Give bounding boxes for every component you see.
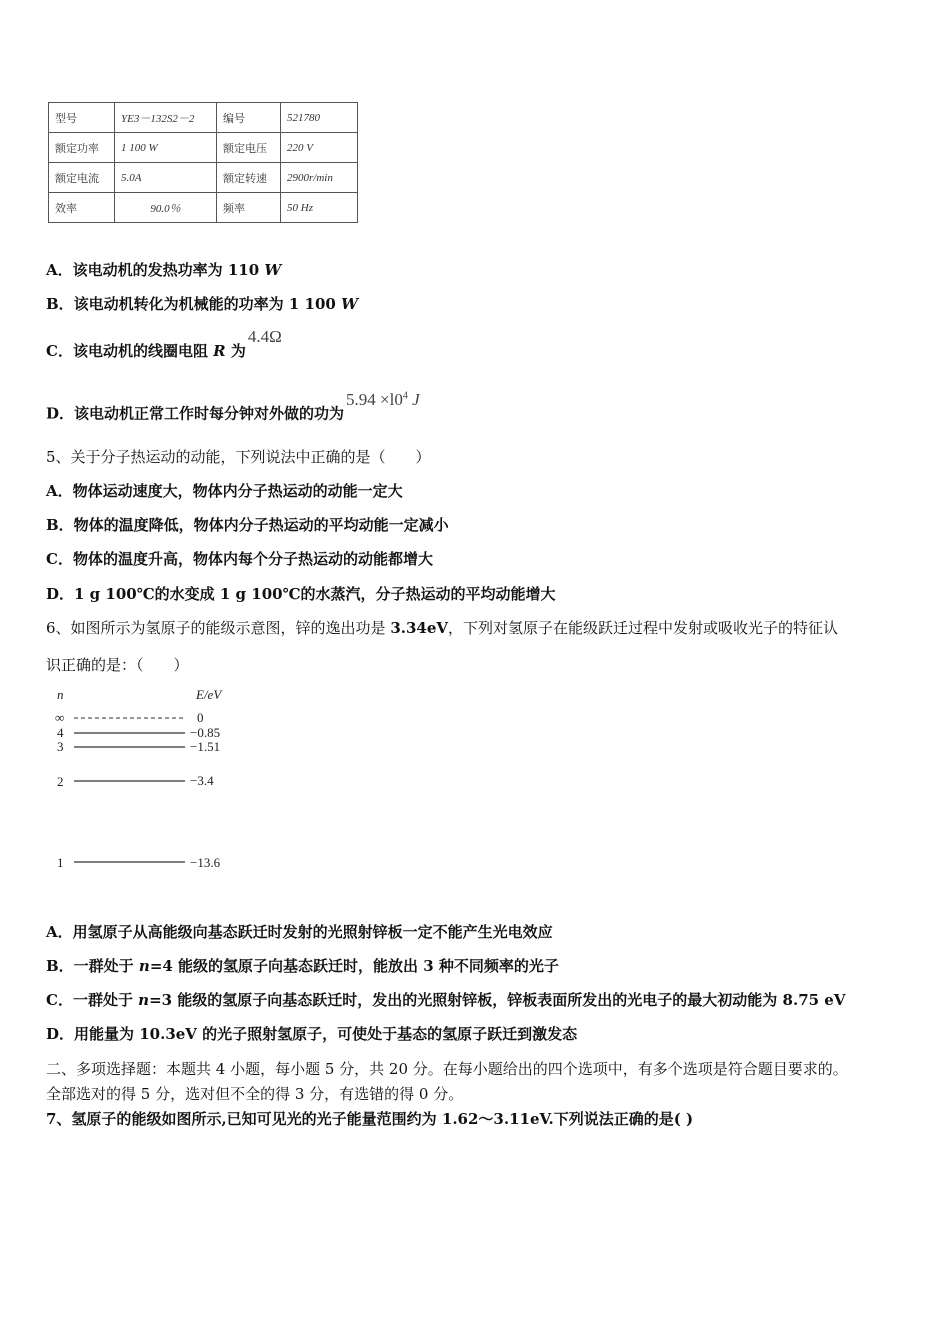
table-cell: 90.0％ — [115, 193, 217, 223]
formula-base: 5.94 ×l0 — [346, 389, 403, 409]
level-n-label: 2 — [57, 774, 64, 789]
q5-option-c: C．物体的温度升高，物体内每个分子热运动的动能都增大 — [46, 550, 433, 568]
level-energy-label: −13.6 — [190, 855, 221, 870]
n-axis-label: n — [57, 687, 64, 702]
q4-option-d-formula — [346, 390, 420, 409]
table-cell: 额定功率 — [49, 133, 115, 163]
q6-option-c-var: n — [138, 991, 150, 1009]
table-cell: 220 V — [281, 133, 358, 163]
q4-option-b-unit: W — [341, 295, 358, 313]
q6-option-b-post: =4 能级的氢原子向基态跃迁时，能放出 3 种不同频率的光子 — [149, 957, 559, 975]
q4-option-a-unit: W — [264, 261, 282, 279]
level-n-label: 4 — [57, 725, 64, 740]
q4-option-c-var: R — [213, 342, 226, 360]
table-cell: 额定电流 — [49, 163, 115, 193]
q6-option-c-pre: C．一群处于 — [46, 991, 139, 1009]
q6-option-b-var: n — [138, 957, 150, 975]
level-energy-label: −3.4 — [190, 773, 214, 788]
section2-instructions-line1: 二、多项选择题：本题共 4 小题，每小题 5 分，共 20 分。在每小题给出的四个选项中，有多个选项是符合题目要求的。 — [46, 1060, 848, 1078]
section2-instructions-line2: 全部选对的得 5 分，选对但不全的得 3 分，有选错的得 0 分。 — [46, 1085, 464, 1103]
q5-stem: 5、关于分子热运动的动能，下列说法中正确的是（ ） — [46, 448, 431, 466]
table-cell: 额定转速 — [217, 163, 281, 193]
level-energy-label: −0.85 — [190, 725, 221, 740]
motor-spec-table — [48, 102, 358, 223]
q6-stem-post: ，下列对氢原子在能级跃迁过程中发射或吸收光子的特征认 — [448, 619, 839, 637]
q5-option-b: B．物体的温度降低，物体内分子热运动的平均动能一定减小 — [46, 516, 449, 534]
q5-option-a: A．物体运动速度大，物体内分子热运动的动能一定大 — [46, 482, 403, 500]
q7-stem: 7、氢原子的能级如图所示,已知可见光的光子能量范围约为 1.62～3.11eV.下列说法正确的是( ) — [46, 1110, 694, 1128]
q4-option-b-text: B．该电动机转化为机械能的功率为 1 100 — [46, 295, 342, 313]
table-row — [49, 133, 358, 163]
table-cell: 效率 — [49, 193, 115, 223]
table-cell: 1 100 W — [115, 133, 217, 163]
q6-stem-pre: 6、如图所示为氢原子的能级示意图，锌的逸出功是 — [46, 619, 391, 637]
q6-stem-bold: 3.34eV — [390, 619, 449, 637]
q6-option-d: D．用能量为 10.3eV 的光子照射氢原子，可使处于基态的氢原子跃迁到激发态 — [46, 1025, 578, 1043]
q6-option-b-pre: B．一群处于 — [46, 957, 139, 975]
q6-option-c — [46, 990, 845, 1010]
q5-option-d: D．1 g 100℃的水变成 1 g 100℃的水蒸汽，分子热运动的平均动能增大 — [46, 585, 556, 603]
level-energy-label: −1.51 — [190, 739, 221, 754]
table-row — [49, 163, 358, 193]
table-cell: 2900r/min — [281, 163, 358, 193]
q6-stem-line1 — [46, 618, 838, 638]
q6-stem-line2: 识正确的是：（ ） — [46, 656, 189, 674]
table-cell: 型号 — [49, 103, 115, 133]
q4-option-c-post: 为 — [225, 342, 246, 360]
level-n-label: 1 — [57, 855, 64, 870]
q4-option-d-text: D．该电动机正常工作时每分钟对外做的功为 — [46, 404, 345, 423]
level-n-label: 3 — [57, 739, 64, 754]
table-cell: 50 Hz — [281, 193, 358, 223]
q4-option-c — [46, 327, 282, 361]
q6-option-a: A．用氢原子从高能级向基态跃迁时发射的光照射锌板一定不能产生光电效应 — [46, 923, 553, 941]
q4-option-c-text: C．该电动机的线圈电阻 — [46, 342, 214, 360]
formula-unit: J — [407, 389, 420, 409]
energy-level-diagram — [48, 683, 248, 873]
table-cell: 编号 — [217, 103, 281, 133]
formula-exponent: 4 — [402, 390, 408, 401]
table-cell: 额定电压 — [217, 133, 281, 163]
q4-option-b — [46, 294, 358, 314]
table-cell: 5.0A — [115, 163, 217, 193]
table-cell: YE3－132S2－2 — [115, 103, 217, 133]
level-energy-label: 0 — [197, 710, 204, 725]
table-cell: 频率 — [217, 193, 281, 223]
q6-option-b — [46, 956, 559, 976]
q6-option-c-post: =3 能级的氢原子向基态跃迁时，发出的光照射锌板，锌板表面所发出的光电子的最大初动能为 8.75 eV — [149, 991, 846, 1009]
table-row — [49, 193, 358, 223]
energy-axis-label: E/eV — [196, 687, 222, 702]
table-row — [49, 103, 358, 133]
level-n-label: ∞ — [55, 710, 65, 725]
q4-option-a — [46, 260, 281, 280]
table-cell: 521780 — [281, 103, 358, 133]
q4-option-a-text: A．该电动机的发热功率为 110 — [46, 261, 265, 279]
q4-option-c-formula: 4.4Ω — [247, 327, 282, 346]
